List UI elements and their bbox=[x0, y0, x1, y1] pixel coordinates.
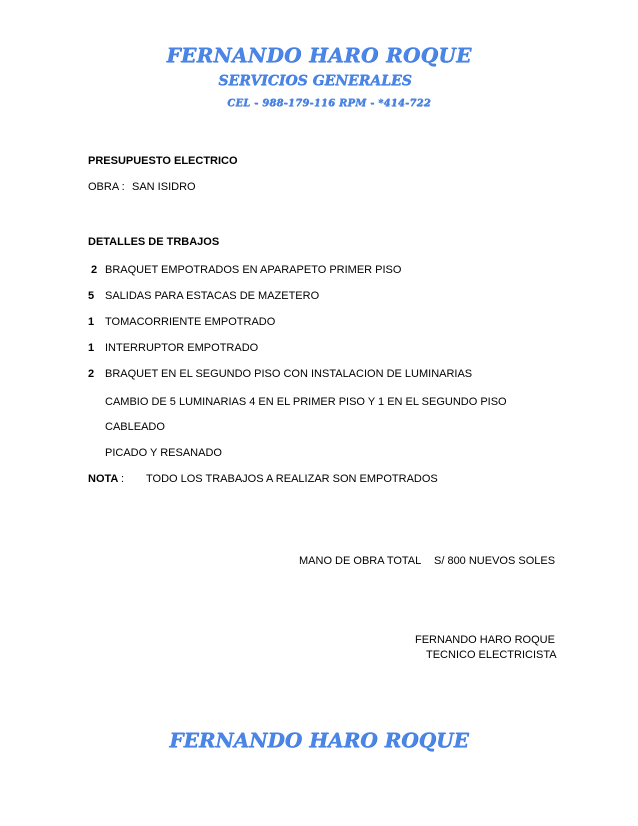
item-quantity: 2 bbox=[91, 264, 98, 276]
item-description: TOMACORRIENTE EMPOTRADO bbox=[105, 316, 276, 328]
item-quantity: 1 bbox=[88, 316, 95, 328]
details-heading: DETALLES DE TRBAJOS bbox=[88, 236, 220, 248]
item-description: INTERRUPTOR EMPOTRADO bbox=[105, 342, 259, 354]
item-description: BRAQUET EMPOTRADOS EN APARAPETO PRIMER PISO bbox=[105, 264, 402, 276]
letterhead-subtitle-text: SERVICIOS GENERALES bbox=[218, 73, 412, 89]
extra-line: PICADO Y RESANADO bbox=[105, 447, 222, 459]
item-description: BRAQUET EN EL SEGUNDO PISO CON INSTALACION DE LUMINARIAS bbox=[105, 368, 473, 380]
obra-label: OBRA : bbox=[88, 181, 125, 193]
item-description: SALIDAS PARA ESTACAS DE MAZETERO bbox=[105, 290, 320, 302]
document-title: PRESUPUESTO ELECTRICO bbox=[88, 155, 238, 167]
note-text: TODO LOS TRABAJOS A REALIZAR SON EMPOTRADOS bbox=[146, 473, 438, 485]
signature-name: FERNANDO HARO ROQUE bbox=[415, 634, 555, 646]
footer-name: FERNANDO HARO ROQUE bbox=[169, 728, 469, 752]
note-label: NOTA bbox=[88, 473, 119, 485]
item-quantity: 1 bbox=[88, 342, 95, 354]
note-colon: : bbox=[121, 473, 125, 485]
letterhead-subtitle bbox=[0, 73, 638, 89]
signature-role: TECNICO ELECTRICISTA bbox=[426, 649, 557, 661]
total-label: MANO DE OBRA TOTAL bbox=[299, 555, 422, 567]
extra-line: CAMBIO DE 5 LUMINARIAS 4 EN EL PRIMER PISO Y 1 EN EL SEGUNDO PISO bbox=[105, 396, 507, 408]
letterhead-name: FERNANDO HARO ROQUE bbox=[166, 43, 472, 67]
letterhead-contact bbox=[0, 98, 638, 109]
total-value: S/ 800 NUEVOS SOLES bbox=[434, 555, 556, 567]
letterhead-contact-text: CEL - 988-179-116 RPM - *414-722 bbox=[227, 98, 431, 109]
obra-value: SAN ISIDRO bbox=[132, 181, 196, 193]
extra-line: CABLEADO bbox=[105, 421, 165, 433]
item-quantity: 5 bbox=[88, 290, 95, 302]
item-quantity: 2 bbox=[88, 368, 95, 380]
